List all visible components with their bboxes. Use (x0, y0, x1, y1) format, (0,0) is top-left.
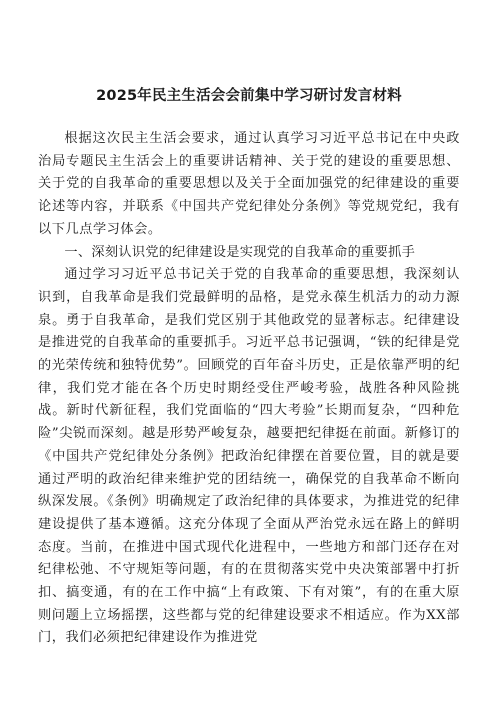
document-title: 2025年民主生活会会前集中学习研讨发言材料 (96, 88, 402, 104)
intro-paragraph: 根据这次民主生活会要求，通过认真学习习近平总书记在中央政治局专题民主生活会上的重要讲话精神、关于党的建设的重要思想、关于党的自我革命的重要思想以及关于全面加强党的纪律建设的重要论述等内容，并联系《中国共产党纪律处分条例》等党规党纪，我有以下几点学习体会。 (38, 131, 460, 237)
section-heading-1: 一、深刻认识党的纪律建设是实现党的自我革命的重要抓手 (64, 244, 416, 260)
section-1-body: 通过学习习近平总书记关于党的自我革命的重要思想，我深刻认识到，自我革命是我们党最鲜明的品格，是党永葆生机活力的动力源泉。勇于自我革命，是我们党区别于其他政党的显著标志。纪律建设是推进党的自我革命的重要抓手。习近平总书记强调，“铁的纪律是党的光荣传统和独特优势”。回顾党的百年奋斗历史，正是依靠严明的纪律，我们党才能在各个历史时期经受住严峻考验，战胜各种风险挑战。新时代新征程，我们党面临的“四大考验”长期而复杂，“四种危险”尖锐而深刻。越是形势严峻复杂，越要把纪律挺在前面。新修订的《中国共产党纪律处分条例》把政治纪律摆在首要位置，目的就是要通过严明的政治纪律来维护党的团结统一，确保党的自我革命不断向纵深发展。《条例》明确规定了政治纪律的具体要求，为推进党的纪律建设提供了基本遵循。这充分体现了全面从严治党永远在路上的鲜明态度。当前，在推进中国式现代化进程中，一些地方和部门还存在对纪律松弛、不守规矩等问题，有的在贯彻落实党中央决策部署中打折扣、搞变通，有的在工作中搞“上有政策、下有对策”，有的在重大原则问题上立场摇摆，这些都与党的纪律建设要求不相适应。作为XX部门，我们必须把纪律建设作为推进党 (38, 267, 460, 646)
